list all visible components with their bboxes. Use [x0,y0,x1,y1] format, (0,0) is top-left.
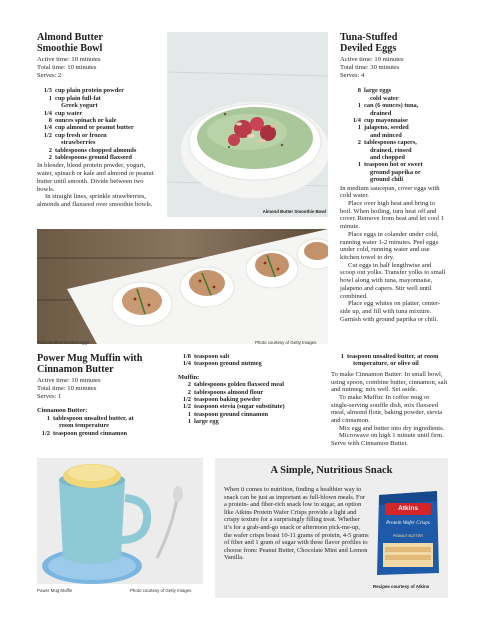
eggs-photo-credit: Photo courtesy of Getty Images [255,340,317,345]
ingredient-quantity: 1/4 [352,117,361,125]
ingredient-text: teaspoon unsalted butter, at room [347,353,439,360]
serves: Serves: 2 [37,71,62,79]
total-time: Total time: 30 minutes [340,63,400,71]
ingredient-quantity: 1 [340,353,344,360]
ingredient-text: teaspoon ground cinnamon [53,429,128,437]
ingredient-row [340,176,448,183]
ingredient-quantity: 1/4 [43,124,52,132]
ingredient-quantity [39,102,55,109]
ingredient-row [39,124,162,131]
direction-step: Cut eggs in half lengthwise and scoop out yolks. Transfer yolks to small bowl along with tuna, mayonnaise, jalapeno and capers. Stir well until combined. [340,261,446,300]
product-flavor: PEANUT BUTTER [393,534,423,538]
ingredient-row [178,396,328,403]
ingredient-quantity [340,147,364,154]
snack-text: When it comes to nutrition, finding a healthier way to snack can be just as important as full-blown meals. For a protein- and fiber-rich snack low in sugar, an option like Atkins Protein Wafer Crisps provide a light and crispy texture for a surprisingly filling treat. Whether it’s for a grab-and-go snack or afternoon pick-me-up, the wafer crisps boast 10-11 grams of protein, 4-5 grams of fiber and 1 gram of sugar with three flavor profiles to choose from: Peanut Butter, Chocolate Mint and Lemon Vanilla. [224,486,369,562]
ingredient-row [340,139,448,146]
ingredient-text: teaspoon hot or sweet [364,161,423,169]
ingredient-quantity: 2 [187,388,191,396]
ingredient-row [39,87,162,94]
ingredient-text: teaspoon stevia (sugar substitute) [194,403,285,411]
ingredient-row [178,418,328,425]
direction-step: Place over high heat and bring to boil. When boiling, turn heat off and cover. Remove from heat and let cool 1 minute. [340,200,444,231]
ingredient-text: large eggs [364,87,392,95]
smoothie-bowl-illustration [167,32,328,217]
ingredient-quantity [340,169,364,176]
ingredient-row [340,169,448,176]
ingredient-quantity: 1 [187,410,191,418]
ingredient-row [37,415,167,422]
ingredient-text: tablespoons ground flaxseed [55,154,132,162]
ingredient-row [340,95,448,102]
ingredient-quantity: 1/2 [182,396,191,404]
ingredient-text: ounces spinach or kale [55,117,117,125]
ingredient-row [37,430,167,437]
ingredient-quantity: 8 [48,117,52,125]
active-time: Active time: 10 minutes [37,56,101,63]
smoothie-photo [167,32,328,217]
smoothie-title [37,32,162,54]
ingredient-text: drained, rinsed [370,146,412,154]
ingredient-row [340,124,448,131]
ingredient-text: tablespoons capers, [364,139,417,147]
smoothie-recipe [37,32,162,209]
muffin-ingredients [178,381,328,425]
ingredient-quantity [39,139,55,146]
active-time: Active time: 10 minutes [340,56,404,63]
ingredient-quantity: 2 [48,154,52,162]
muffin-meta [37,377,167,400]
serves: Serves: 4 [340,71,365,79]
ingredient-text: cup mayonnaise [364,117,408,125]
muffin-photo-caption: Power Mug Muffin [37,588,73,593]
ingredient-row [178,353,328,360]
eggs-photo [37,229,328,344]
ingredient-row [340,147,448,154]
ingredient-quantity: 2 [48,146,52,154]
ingredient-row [39,139,162,146]
ingredient-quantity: 1/2 [43,131,52,139]
ingredient-row [178,389,328,396]
ingredient-quantity: 1/2 [41,429,50,437]
tuna-recipe [340,32,448,323]
direction-step: In straight lines, sprinkle strawberries, almonds and flaxseed over smoothie bowls. [37,193,153,208]
ingredient-row [340,154,448,161]
ingredient-text: and chopped [370,154,405,162]
ingredient-quantity: 1 [357,161,361,169]
ingredient-quantity [340,110,364,117]
ingredient-row [39,132,162,139]
tuna-title-line: Tuna-Stuffed [340,32,398,43]
ingredient-text: temperature, or olive oil [353,360,419,368]
cinnamon-butter-section [37,407,167,437]
cinnamon-ingredients [37,415,167,437]
ingredient-text: tablespoons golden flaxseed meal [194,381,285,389]
ingredient-quantity: 2 [187,381,191,389]
muffin-label: Muffin: [178,373,200,381]
ingredient-text: room temperature [59,422,109,430]
direction-step: To make Cinnamon Butter: In small bowl, using spoon, combine butter, cinnamon, salt and nutmeg; mix well. Set aside. [331,370,448,394]
ingredient-quantity: 8 [357,87,361,95]
ingredient-text: cup almond or peanut butter [55,124,134,132]
snack-title: A Simple, Nutritious Snack [270,465,393,476]
direction-step: Microwave on high 1 minute until firm. Serve with Cinnamon Butter. [331,432,444,448]
mug-muffin-illustration [37,458,203,584]
ingredient-text: and minced [370,131,402,139]
eggs-photo-caption: Tuna-Stuffed Deviled Eggs [37,340,90,345]
ingredient-row [178,381,328,388]
ingredient-row [39,95,162,102]
snack-feature [215,458,448,598]
muffin-title-line: Cinnamon Butter [37,364,114,375]
ingredient-text: strawberries [61,139,96,147]
ingredient-text: can (6 ounces) tuna, [364,102,419,110]
product-name: Protein Wafer Crisps [386,520,430,526]
direction-step: In medium saucepan, cover eggs with cold water. [340,184,440,200]
ingredient-row [39,117,162,124]
ingredient-quantity: 1 [187,418,191,426]
ingredient-row [178,360,328,367]
ingredient-quantity: 1 [357,102,361,110]
smoothie-title-line: Smoothie Bowl [37,43,103,54]
ingredient-row [39,110,162,117]
direction-step: Place eggs in colander under cold, running water 1-2 minutes. Peel eggs under cold, running water and use kitchen towel to dry. [340,230,439,261]
smoothie-ingredients [39,87,162,161]
ingredient-row [39,102,162,109]
muffin-directions [331,371,448,448]
smoothie-directions [37,162,162,208]
direction-step: In blender, blend protein powder, yogurt, water, spinach or kale and almond or peanut butter until smooth. Divide between two bowls. [37,162,154,193]
ingredient-quantity [340,176,364,183]
ingredient-text: drained [370,109,392,117]
ingredient-quantity [331,360,347,367]
ingredient-text: ground paprika or [370,168,421,176]
ingredient-row [331,360,448,367]
ingredient-quantity: 1/8 [182,353,191,360]
ingredient-text: teaspoon ground cinnamon [194,410,269,418]
ingredient-text: cup water [55,109,83,117]
direction-step: To make Muffin: In coffee mug or single-serving souffle dish, mix flaxseed meal, almond flour, baking powder, stevia and cinnamon. [331,393,443,425]
ingredient-quantity: 1 [357,124,361,132]
muffin-photo [37,458,203,584]
ingredient-quantity: 1/2 [182,403,191,411]
active-time: Active time: 10 minutes [37,377,101,384]
ingredient-text: teaspoon salt [194,353,230,360]
ingredient-text: teaspoon baking powder [194,396,261,404]
cinnamon-butter-label: Cinnamon Butter: [37,407,88,415]
ingredient-row [39,154,162,161]
ingredient-row [178,403,328,410]
ingredient-row [340,110,448,117]
ingredient-text: cold water [370,94,399,102]
smoothie-photo-caption: Almond Butter Smoothie Bowl [262,209,326,214]
ingredient-quantity [37,422,53,429]
ingredient-text: tablespoons almond flour [194,388,264,396]
ingredient-quantity: 1/4 [43,109,52,117]
muffin-title [37,353,167,375]
ingredient-text: cup fresh or frozen [55,131,107,139]
ingredient-text: jalapeno, seeded [364,124,409,132]
tuna-title-line: Deviled Eggs [340,43,397,54]
ingredient-text: teaspoon ground nutmeg [194,360,262,368]
col2-ingredients [178,353,328,368]
muffin-column-3 [331,353,448,448]
serves: Serves: 1 [37,392,62,400]
ingredient-quantity: 1/4 [182,360,191,368]
ingredient-row [340,161,448,168]
ingredient-quantity [340,132,364,139]
ingredient-text: tablespoon unsalted butter, at [53,414,134,422]
ingredient-quantity [340,95,364,102]
ingredient-text: cup plain protein powder [55,87,124,95]
tuna-directions [340,185,448,324]
ingredient-quantity: 1 [46,414,50,422]
smoothie-title-line: Almond Butter [37,32,103,43]
ingredient-text: Greek yogurt [61,102,98,110]
tuna-title [340,32,448,54]
ingredient-row [340,87,448,94]
ingredient-quantity: 1/3 [43,87,52,95]
muffin-recipe [37,353,167,437]
tuna-ingredients [340,87,448,183]
ingredient-row [340,102,448,109]
atkins-product-box [373,487,443,579]
ingredient-row [331,353,448,360]
smoothie-meta [37,56,162,79]
col3-ingredients [331,353,448,368]
ingredient-row [39,147,162,154]
atkins-logo-text: Atkins [398,505,418,512]
muffin-title-line: Power Mug Muffin with [37,353,143,364]
muffin-column-2 [178,353,328,426]
deviled-eggs-illustration [37,229,328,344]
wafer-crisps-box-illustration [373,487,443,579]
ingredient-row [37,422,167,429]
atkins-credit: Recipes courtesy of Atkins [373,584,430,589]
ingredient-quantity: 1 [48,94,52,102]
total-time: Total time: 10 minutes [37,63,97,71]
ingredient-quantity: 2 [357,139,361,147]
tuna-meta [340,56,448,79]
direction-step: Mix egg and butter into dry ingredients. [339,424,445,432]
direction-step: Place egg whites on platter, center-side up, and fill with tuna mixture. Garnish with ground paprika or chili. [340,300,441,323]
ingredient-text: large egg [194,418,219,426]
ingredient-text: cup plain full-fat [55,94,101,102]
ingredient-quantity [340,154,364,161]
muffin-photo-credit: Photo courtesy of Getty Images [130,588,192,593]
ingredient-text: tablespoons chopped almonds [55,146,137,154]
ingredient-row [178,411,328,418]
ingredient-row [340,132,448,139]
total-time: Total time: 10 minutes [37,384,97,392]
ingredient-text: ground chili [370,176,404,184]
ingredient-row [340,117,448,124]
